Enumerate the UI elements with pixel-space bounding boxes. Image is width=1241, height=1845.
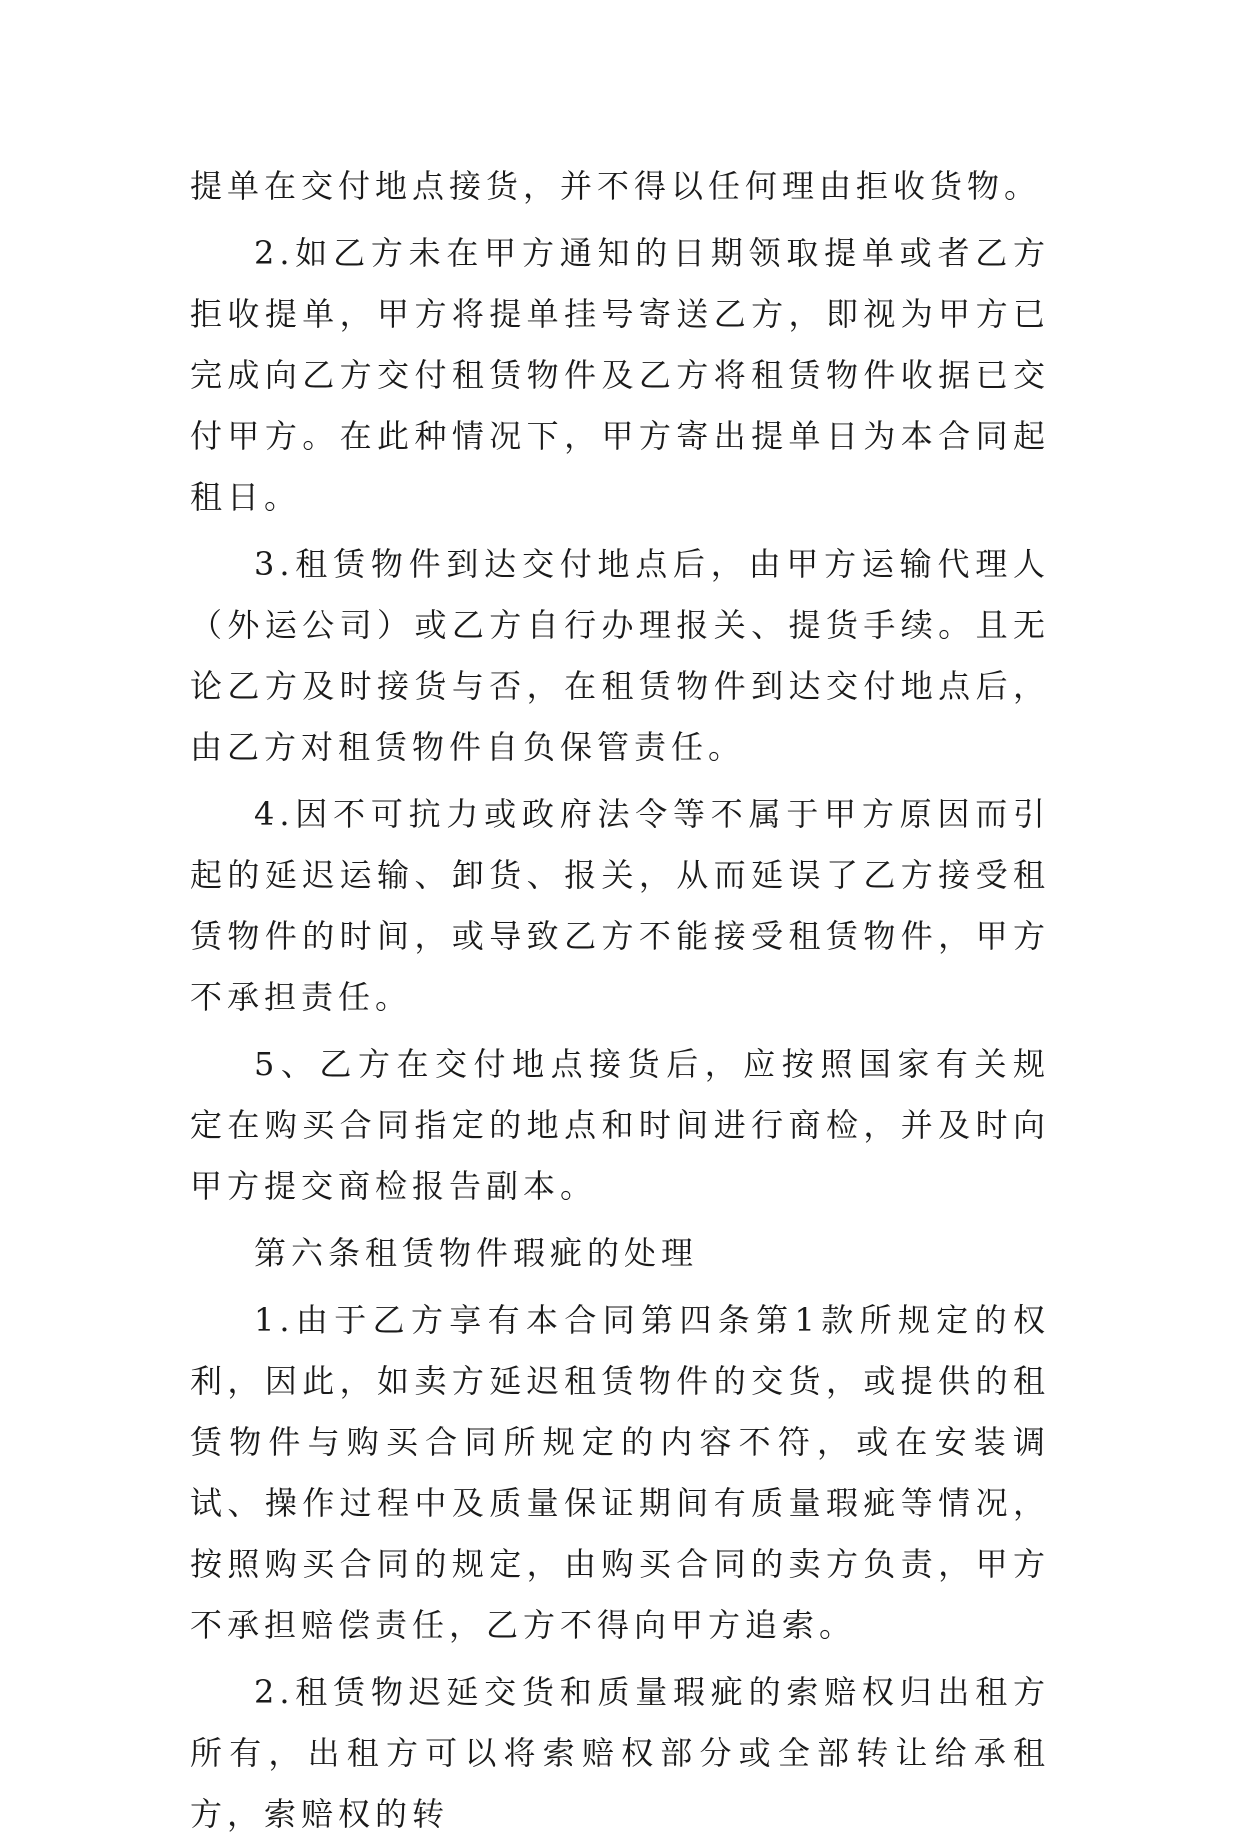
paragraph-clause-3: 3.租赁物件到达交付地点后，由甲方运输代理人（外运公司）或乙方自行办理报关、提货手续。且无论乙方及时接货与否，在租赁物件到达交付地点后，由乙方对租赁物件自负保管责任。: [190, 545, 1050, 766]
paragraph-article-6-clause-2: 2.租赁物迟延交货和质量瑕疵的索赔权归出租方所有，出租方可以将索赔权部分或全部转让给承租方，索赔权的转: [190, 1673, 1050, 1833]
section-heading-article-6: 第六条租赁物件瑕疵的处理: [254, 1234, 699, 1272]
paragraph-clause-5: 5、乙方在交付地点接货后，应按照国家有关规定在购买合同指定的地点和时间进行商检，并及时向甲方提交商检报告副本。: [190, 1045, 1050, 1205]
paragraph-clause-4: 4.因不可抗力或政府法令等不属于甲方原因而引起的延迟运输、卸货、报关，从而延误了乙方接受租赁物件的时间，或导致乙方不能接受租赁物件，甲方不承担责任。: [190, 795, 1050, 1016]
paragraph-clause-2: 2.如乙方未在甲方通知的日期领取提单或者乙方拒收提单，甲方将提单挂号寄送乙方，即视为甲方已完成向乙方交付租赁物件及乙方将租赁物件收据已交付甲方。在此种情况下，甲方寄出提单日为本合同起租日。: [190, 234, 1050, 516]
paragraph-continuation: 提单在交付地点接货，并不得以任何理由拒收货物。: [190, 167, 1042, 205]
paragraph-article-6-clause-1: 1.由于乙方享有本合同第四条第1款所规定的权利，因此，如卖方延迟租赁物件的交货，或提供的租赁物件与购买合同所规定的内容不符，或在安装调试、操作过程中及质量保证期间有质量瑕疵等情况，按照购买合同的规定，由购买合同的卖方负责，甲方不承担赔偿责任，乙方不得向甲方追索。: [190, 1301, 1050, 1644]
document-body: [190, 156, 1050, 1845]
